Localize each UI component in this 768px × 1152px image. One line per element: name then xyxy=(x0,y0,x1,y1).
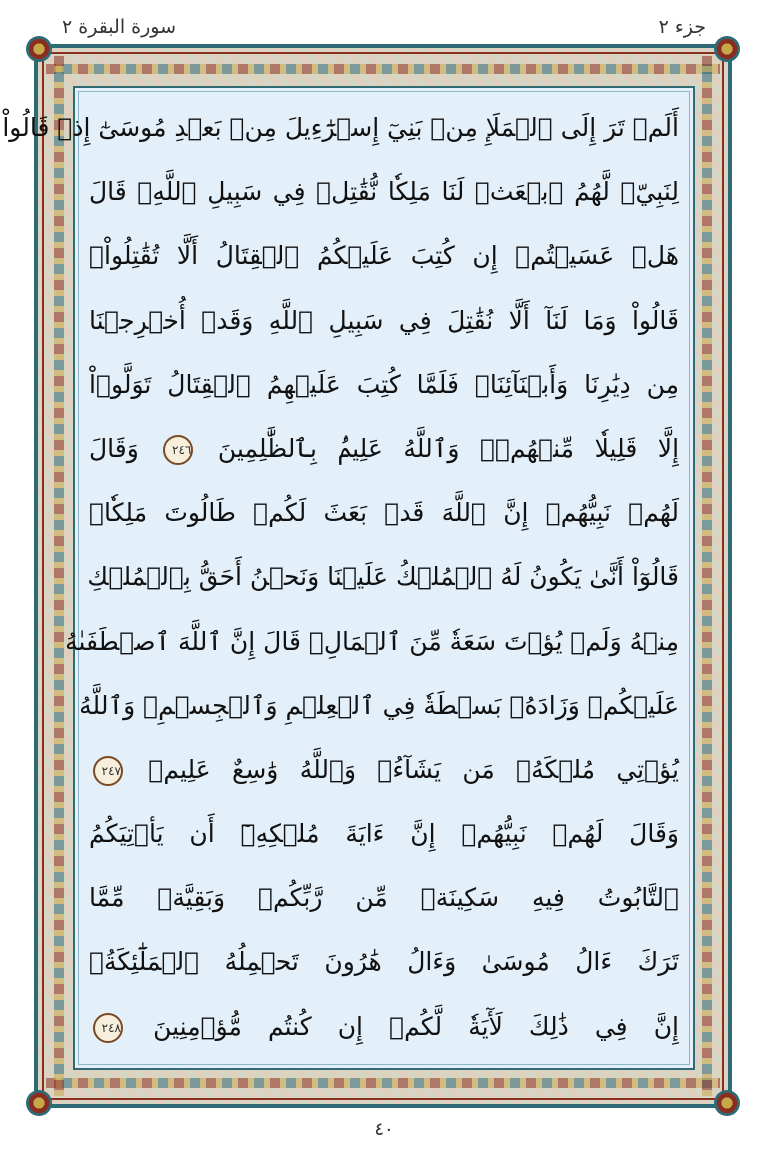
ayah-number-marker: ٢٤٧ xyxy=(93,756,123,786)
line-text: مِن دِيَٰرِنَا وَأَبۡنَآئِنَاۖ فَلَمَّا كُتِبَ عَلَيۡهِمُ ٱلۡقِتَالُ تَوَلَّوۡاْ xyxy=(89,369,679,399)
text-line-14 xyxy=(89,930,679,994)
border-top-ornament xyxy=(46,64,720,74)
text-line-4 xyxy=(89,289,679,353)
juz-label: جزء ٢ xyxy=(658,16,706,38)
border-left-ornament xyxy=(54,56,64,1096)
text-line-10 xyxy=(79,674,679,738)
page-number: ٤٠ xyxy=(374,1119,394,1140)
line-text: قَالُواْ وَمَا لَنَآ أَلَّا نُقَٰتِلَ فِي سَبِيلِ ٱللَّهِ وَقَدۡ أُخۡرِجۡنَا xyxy=(89,305,679,335)
corner-ornament-icon xyxy=(26,36,52,62)
corner-ornament-icon xyxy=(714,1090,740,1116)
line-text: لِنَبِيّٖ لَّهُمُ ٱبۡعَثۡ لَنَا مَلِكٗا نُّقَٰتِلۡ فِي سَبِيلِ ٱللَّهِۖ قَالَ xyxy=(89,177,679,207)
line-text: عَلَيۡكُمۡ وَزَادَهُۥ بَسۡطَةٗ فِي ٱلۡعِلۡمِ وَٱلۡجِسۡمِۖ وَٱللَّهُ xyxy=(79,690,679,720)
border-right-ornament xyxy=(702,56,712,1096)
text-line-15 xyxy=(89,995,679,1059)
border-bottom-ornament xyxy=(46,1078,720,1088)
text-line-3 xyxy=(89,224,679,288)
line-text-tail: وَقَالَ xyxy=(89,433,139,463)
text-line-2 xyxy=(89,160,679,224)
text-line-9 xyxy=(65,610,679,674)
page-header xyxy=(62,16,706,44)
corner-ornament-icon xyxy=(26,1090,52,1116)
quran-text-panel xyxy=(2,86,695,1070)
line-text: لَهُمۡ نَبِيُّهُمۡ إِنَّ ٱللَّهَ قَدۡ بَعَثَ لَكُمۡ طَالُوتَ مَلِكٗاۚ xyxy=(89,498,679,528)
text-line-13 xyxy=(89,866,679,930)
line-text: قَالُوٓاْ أَنَّىٰ يَكُونُ لَهُ ٱلۡمُلۡكُ عَلَيۡنَا وَنَحۡنُ أَحَقُّ بِٱلۡمُلۡكِ xyxy=(87,562,679,592)
line-text: إِنَّ فِي ذَٰلِكَ لَأٓيَةٗ لَّكُمۡ إِن كُنتُم مُّؤۡمِنِينَ xyxy=(153,1011,679,1041)
line-text: ٱلتَّابُوتُ فِيهِ سَكِينَةٞ مِّن رَّبِّكُمۡ وَبَقِيَّةٞ مِّمَّا xyxy=(89,883,679,913)
line-text: مِنۡهُ وَلَمۡ يُؤۡتَ سَعَةٗ مِّنَ ٱلۡمَالِۚ قَالَ إِنَّ ٱللَّهَ ٱصۡطَفَىٰهُ xyxy=(65,626,679,656)
line-text: هَلۡ عَسَيۡتُمۡ إِن كُتِبَ عَلَيۡكُمُ ٱلۡقِتَالُ أَلَّا تُقَٰتِلُواْۖ xyxy=(89,241,679,271)
text-line-8 xyxy=(89,545,679,609)
line-text: تَرَكَ ءَالُ مُوسَىٰ وَءَالُ هَٰرُونَ تَحۡمِلُهُ ٱلۡمَلَٰٓئِكَةُۚ xyxy=(89,947,679,977)
text-line-7 xyxy=(89,481,679,545)
surah-label: سورة البقرة ٢ xyxy=(62,16,177,38)
corner-ornament-icon xyxy=(714,36,740,62)
text-line-6 xyxy=(89,417,679,481)
ayah-number-marker: ٢٤٦ xyxy=(163,435,193,465)
line-text: أَلَمۡ تَرَ إِلَى ٱلۡمَلَإِ مِنۢ بَنِيٓ إِسۡرَٰٓءِيلَ مِنۢ بَعۡدِ مُوسَىٰٓ إِذۡ قَالُواْ xyxy=(2,113,679,142)
line-text: وَقَالَ لَهُمۡ نَبِيُّهُمۡ إِنَّ ءَايَةَ مُلۡكِهِۦٓ أَن يَأۡتِيَكُمُ xyxy=(89,819,679,849)
text-line-11 xyxy=(89,738,679,802)
ayah-number-marker: ٢٤٨ xyxy=(93,1013,123,1043)
text-line-1 xyxy=(2,96,679,160)
text-line-12 xyxy=(89,802,679,866)
line-text: يُؤۡتِي مُلۡكَهُۥ مَن يَشَآءُۚ وَٱللَّهُ وَٰسِعٌ عَلِيمٞ xyxy=(148,754,680,784)
text-line-5 xyxy=(89,353,679,417)
verse-lines xyxy=(2,96,680,1059)
line-text: إِلَّا قَلِيلٗا مِّنۡهُمۡۚ وَٱللَّهُ عَلِيمُۢ بِٱلظَّٰلِمِينَ xyxy=(217,433,680,463)
